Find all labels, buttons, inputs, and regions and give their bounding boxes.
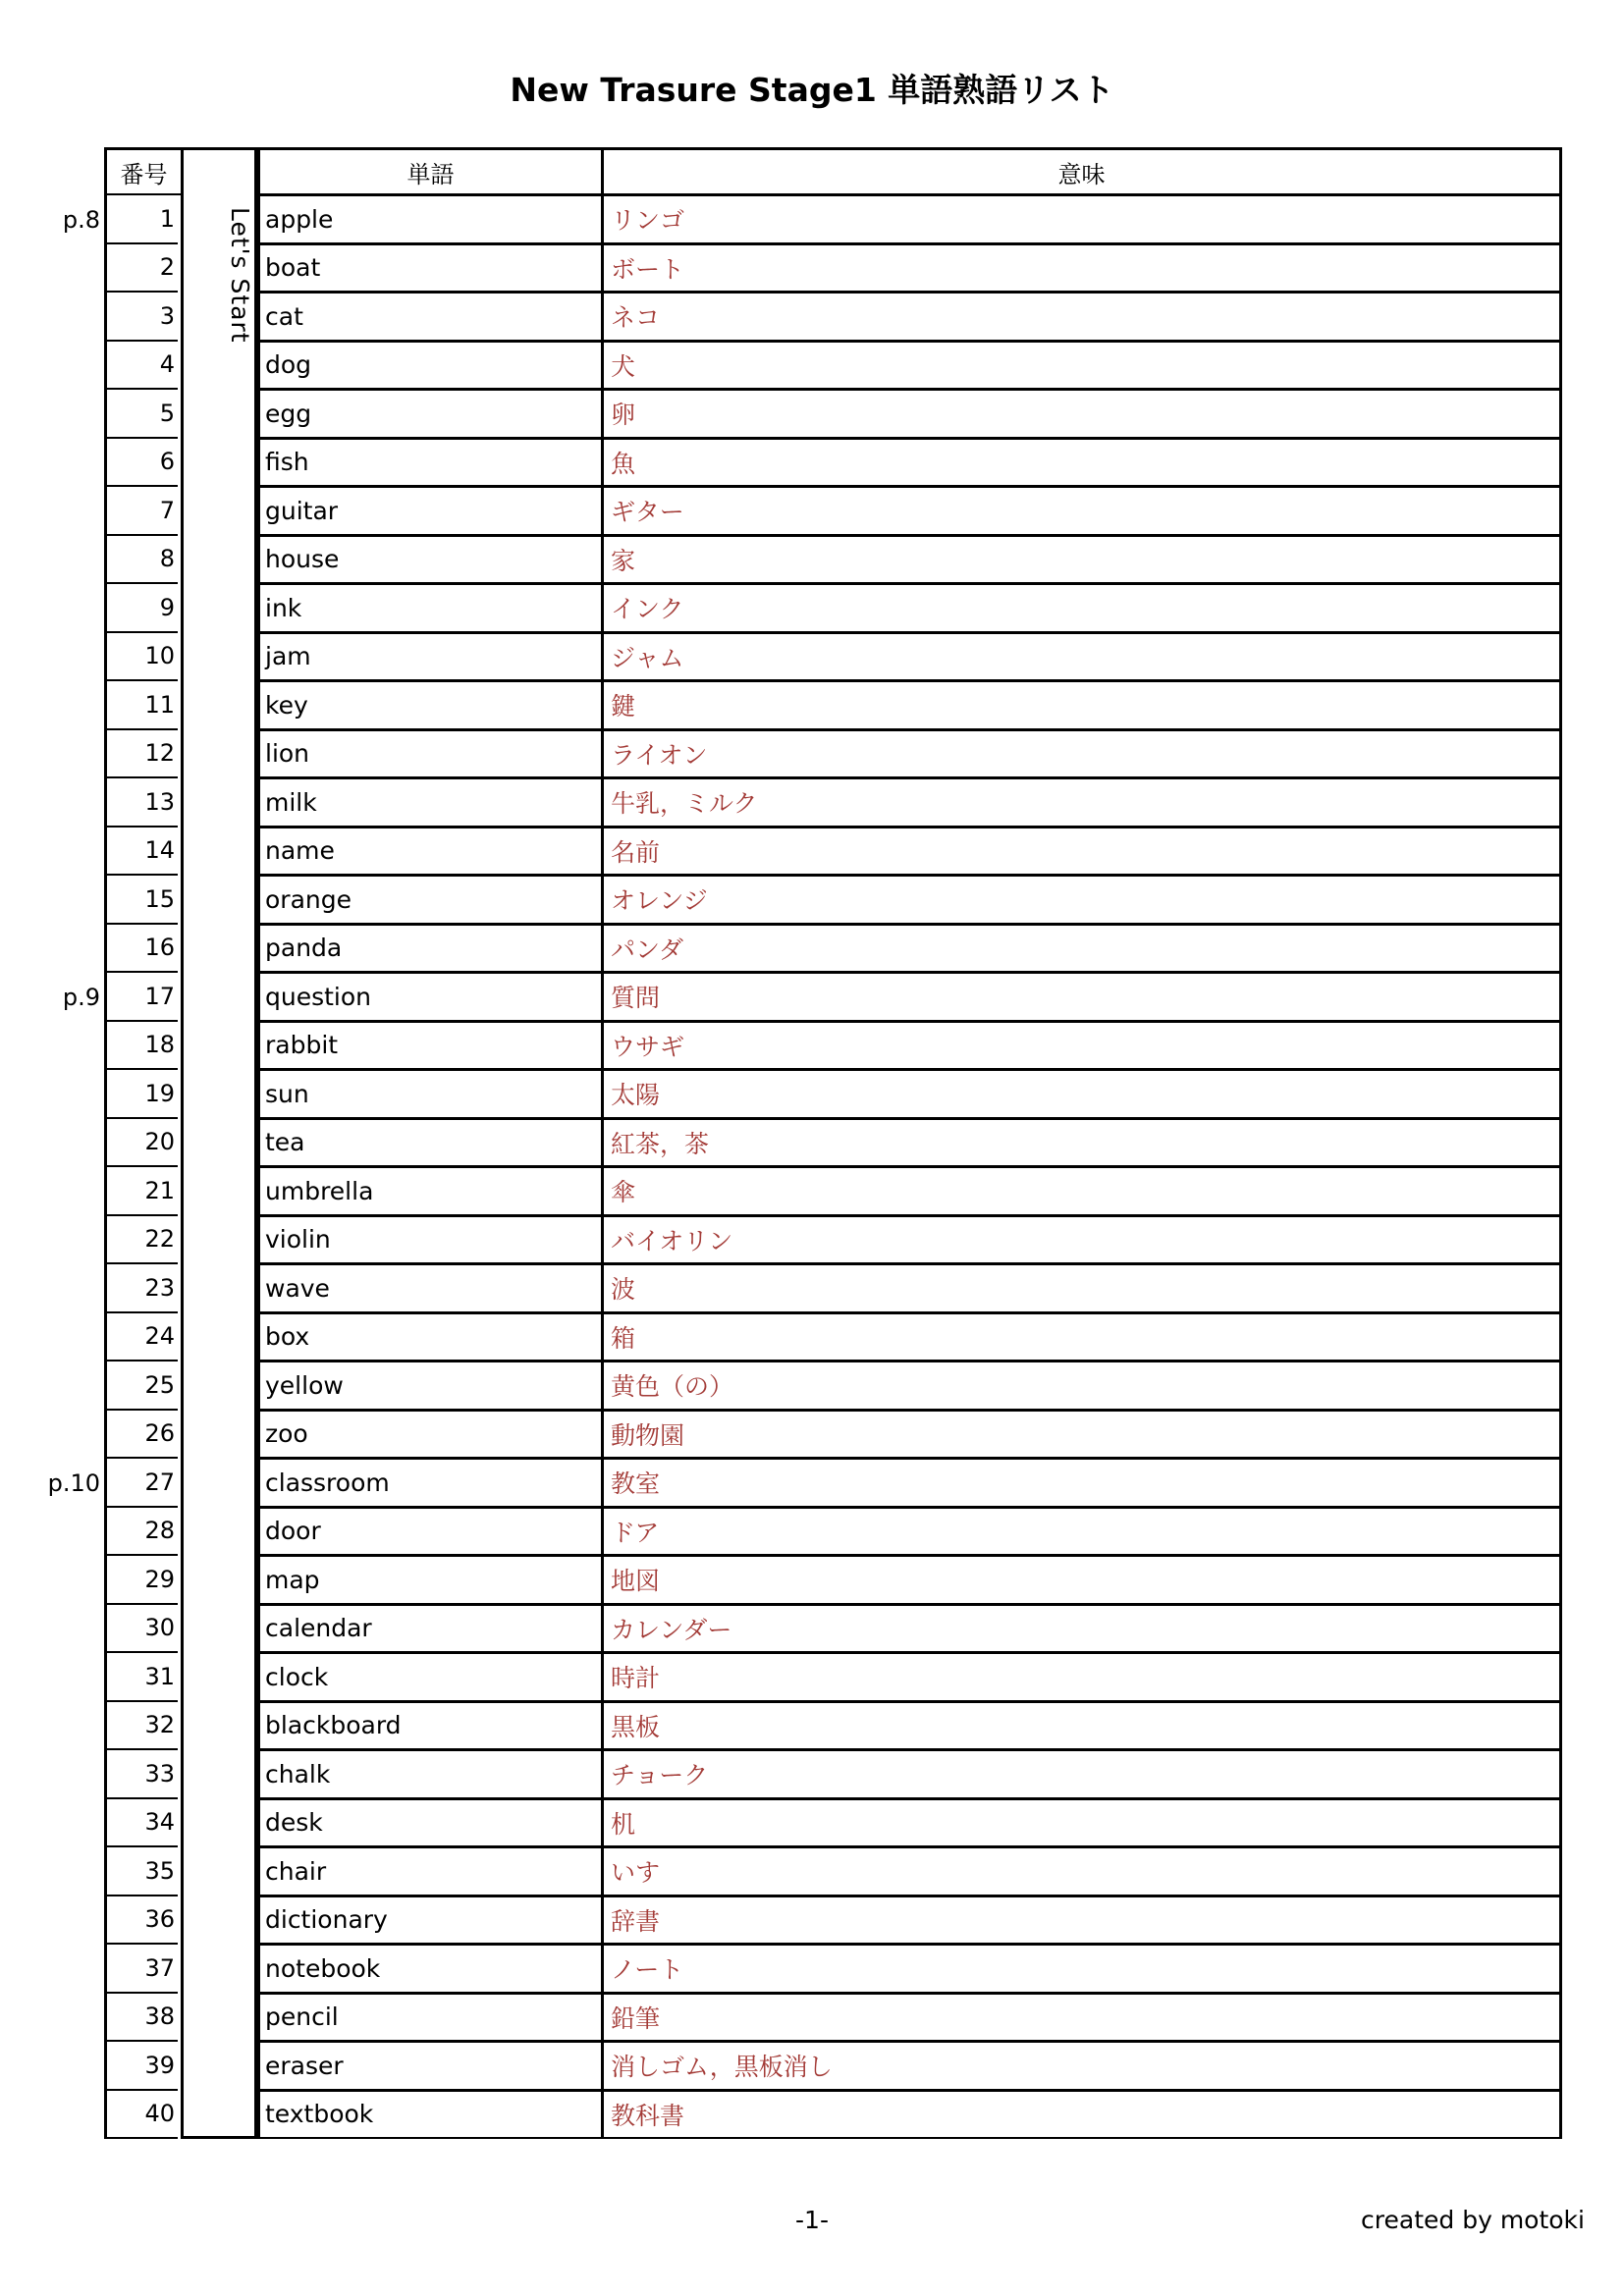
meaning-cell: 太陽 — [601, 1070, 1562, 1119]
meaning-cell: ウサギ — [601, 1022, 1562, 1071]
word-cell: chair — [257, 1847, 601, 1896]
page-reference — [45, 1653, 100, 1702]
table-row — [104, 1313, 1562, 1362]
table-row — [104, 633, 1562, 682]
meaning-cell: 魚 — [601, 439, 1562, 488]
row-number: 26 — [104, 1411, 178, 1460]
page-reference — [45, 1216, 100, 1265]
meaning-cell: 質問 — [601, 973, 1562, 1022]
table-row — [104, 828, 1562, 877]
header-meaning: 意味 — [601, 147, 1562, 195]
table-row — [104, 925, 1562, 974]
table-row — [104, 244, 1562, 294]
page-reference — [45, 1945, 100, 1994]
word-cell: dog — [257, 342, 601, 391]
page-reference — [45, 1119, 100, 1168]
page-reference — [45, 293, 100, 342]
table-row — [104, 584, 1562, 633]
word-cell: name — [257, 828, 601, 877]
page-reference — [45, 439, 100, 488]
page-reference — [45, 1313, 100, 1362]
page-reference — [45, 1799, 100, 1848]
word-cell: dictionary — [257, 1896, 601, 1946]
meaning-cell: ジャム — [601, 633, 1562, 682]
table-row — [104, 390, 1562, 439]
table-row — [104, 1070, 1562, 1119]
row-number: 4 — [104, 342, 178, 391]
meaning-cell: 教科書 — [601, 2091, 1562, 2140]
table-row — [62, 195, 1562, 244]
page-reference — [45, 1022, 100, 1071]
page-reference — [45, 1556, 100, 1605]
word-cell: question — [257, 973, 601, 1022]
meaning-cell: 家 — [601, 536, 1562, 585]
table-row — [104, 342, 1562, 391]
word-cell: key — [257, 681, 601, 730]
page-reference — [45, 1847, 100, 1896]
word-cell: map — [257, 1556, 601, 1605]
table-row — [104, 1750, 1562, 1799]
row-number: 12 — [104, 730, 178, 779]
word-cell: sun — [257, 1070, 601, 1119]
credit-text: created by motoki — [1361, 2206, 1585, 2234]
word-cell: apple — [257, 195, 601, 244]
meaning-cell: 動物園 — [601, 1411, 1562, 1460]
table-row — [104, 1264, 1562, 1313]
table-row — [104, 536, 1562, 585]
meaning-cell: ライオン — [601, 730, 1562, 779]
meaning-cell: 時計 — [601, 1653, 1562, 1702]
page-reference: p.8 — [62, 205, 100, 234]
row-number: 7 — [104, 487, 178, 536]
vocabulary-table — [47, 147, 1562, 2139]
meaning-cell: ノート — [601, 1945, 1562, 1994]
page-reference — [45, 244, 100, 294]
page-reference — [45, 1994, 100, 2043]
page-reference — [45, 1896, 100, 1946]
meaning-cell: カレンダー — [601, 1605, 1562, 1654]
header-word: 単語 — [257, 147, 604, 195]
row-number: 22 — [104, 1216, 178, 1265]
word-cell: desk — [257, 1799, 601, 1848]
page-reference — [45, 1508, 100, 1557]
word-cell: house — [257, 536, 601, 585]
meaning-cell: いす — [601, 1847, 1562, 1896]
table-row — [104, 681, 1562, 730]
page-reference — [45, 2042, 100, 2091]
meaning-cell: 消しゴム，黒板消し — [601, 2042, 1562, 2091]
table-row — [104, 730, 1562, 779]
page-reference — [45, 876, 100, 925]
row-number: 13 — [104, 778, 178, 828]
page-reference — [45, 1070, 100, 1119]
page-title: New Trasure Stage1 単語熟語リスト — [510, 71, 1114, 109]
row-number: 16 — [104, 925, 178, 974]
row-number: 25 — [104, 1362, 178, 1411]
row-number: 38 — [104, 1994, 178, 2043]
table-row — [104, 2042, 1562, 2091]
page-number: -1- — [795, 2206, 829, 2234]
page-reference — [45, 584, 100, 633]
table-row — [104, 1994, 1562, 2043]
page-reference — [45, 828, 100, 877]
table-row — [104, 1362, 1562, 1411]
table-row — [104, 2091, 1562, 2140]
meaning-cell: 波 — [601, 1264, 1562, 1313]
row-number: 28 — [104, 1508, 178, 1557]
meaning-cell: 名前 — [601, 828, 1562, 877]
row-number: 2 — [104, 244, 178, 294]
word-cell: chalk — [257, 1750, 601, 1799]
word-cell: classroom — [257, 1459, 601, 1508]
row-number: 19 — [104, 1070, 178, 1119]
table-row — [104, 1167, 1562, 1216]
table-row — [104, 778, 1562, 828]
meaning-cell: 紅茶，茶 — [601, 1119, 1562, 1168]
word-cell: fish — [257, 439, 601, 488]
table-row — [104, 1799, 1562, 1848]
page-reference: p.10 — [47, 1468, 100, 1497]
row-number: 8 — [104, 536, 178, 585]
meaning-cell: 鉛筆 — [601, 1994, 1562, 2043]
unit-label: Let's Start — [226, 207, 254, 344]
table-row — [104, 1216, 1562, 1265]
row-number: 29 — [104, 1556, 178, 1605]
meaning-cell: 箱 — [601, 1313, 1562, 1362]
meaning-cell: 黒板 — [601, 1702, 1562, 1751]
word-cell: wave — [257, 1264, 601, 1313]
word-cell: yellow — [257, 1362, 601, 1411]
word-cell: pencil — [257, 1994, 601, 2043]
word-cell: door — [257, 1508, 601, 1557]
row-number: 21 — [104, 1167, 178, 1216]
meaning-cell: チョーク — [601, 1750, 1562, 1799]
table-row — [104, 1119, 1562, 1168]
word-cell: lion — [257, 730, 601, 779]
row-number: 37 — [104, 1945, 178, 1994]
word-cell: eraser — [257, 2042, 601, 2091]
row-number: 24 — [104, 1313, 178, 1362]
word-cell: jam — [257, 633, 601, 682]
meaning-cell: 犬 — [601, 342, 1562, 391]
table-row — [104, 1945, 1562, 1994]
meaning-cell: 教室 — [601, 1459, 1562, 1508]
word-cell: panda — [257, 925, 601, 974]
meaning-cell: リンゴ — [601, 195, 1562, 244]
row-number: 1 — [104, 195, 178, 244]
row-number: 33 — [104, 1750, 178, 1799]
row-number: 14 — [104, 828, 178, 877]
meaning-cell: 卵 — [601, 390, 1562, 439]
row-number: 9 — [104, 584, 178, 633]
row-number: 3 — [104, 293, 178, 342]
table-row — [104, 1896, 1562, 1946]
word-cell: notebook — [257, 1945, 601, 1994]
table-row — [104, 876, 1562, 925]
word-cell: violin — [257, 1216, 601, 1265]
row-number: 34 — [104, 1799, 178, 1848]
page-reference — [45, 1362, 100, 1411]
table-row — [62, 973, 1562, 1022]
page-reference — [45, 1167, 100, 1216]
row-number: 17 — [104, 973, 178, 1022]
meaning-cell: 牛乳，ミルク — [601, 778, 1562, 828]
header-number: 番号 — [104, 147, 184, 195]
word-cell: cat — [257, 293, 601, 342]
table-row — [104, 1022, 1562, 1071]
page-reference — [45, 1750, 100, 1799]
meaning-cell: オレンジ — [601, 876, 1562, 925]
row-number: 27 — [104, 1459, 178, 1508]
row-number: 35 — [104, 1847, 178, 1896]
row-number: 11 — [104, 681, 178, 730]
page-reference — [45, 390, 100, 439]
word-cell: guitar — [257, 487, 601, 536]
meaning-cell: パンダ — [601, 925, 1562, 974]
table-row — [47, 1459, 1562, 1508]
word-cell: calendar — [257, 1605, 601, 1654]
word-cell: tea — [257, 1119, 601, 1168]
word-cell: boat — [257, 244, 601, 294]
table-row — [104, 1508, 1562, 1557]
meaning-cell: 机 — [601, 1799, 1562, 1848]
word-cell: milk — [257, 778, 601, 828]
table-row — [104, 1847, 1562, 1896]
table-row — [104, 1605, 1562, 1654]
word-cell: orange — [257, 876, 601, 925]
table-row — [104, 1702, 1562, 1751]
word-cell: rabbit — [257, 1022, 601, 1071]
page-reference: p.9 — [62, 983, 100, 1011]
meaning-cell: インク — [601, 584, 1562, 633]
word-cell: box — [257, 1313, 601, 1362]
table-row — [104, 439, 1562, 488]
page-reference — [45, 778, 100, 828]
word-cell: clock — [257, 1653, 601, 1702]
row-number: 39 — [104, 2042, 178, 2091]
row-number: 23 — [104, 1264, 178, 1313]
word-cell: textbook — [257, 2091, 601, 2140]
page-reference — [45, 681, 100, 730]
page-reference — [45, 925, 100, 974]
meaning-cell: 黄色（の） — [601, 1362, 1562, 1411]
meaning-cell: ネコ — [601, 293, 1562, 342]
page-reference — [45, 487, 100, 536]
row-number: 20 — [104, 1119, 178, 1168]
page-reference — [45, 1702, 100, 1751]
page-reference — [45, 730, 100, 779]
row-number: 31 — [104, 1653, 178, 1702]
row-number: 5 — [104, 390, 178, 439]
table-row — [104, 1653, 1562, 1702]
page-reference — [45, 633, 100, 682]
word-cell: blackboard — [257, 1702, 601, 1751]
table-row — [104, 1556, 1562, 1605]
word-cell: ink — [257, 584, 601, 633]
row-number: 36 — [104, 1896, 178, 1946]
page-reference — [45, 536, 100, 585]
page-reference — [45, 1605, 100, 1654]
meaning-cell: バイオリン — [601, 1216, 1562, 1265]
row-number: 30 — [104, 1605, 178, 1654]
word-cell: umbrella — [257, 1167, 601, 1216]
table-row — [104, 487, 1562, 536]
row-number: 6 — [104, 439, 178, 488]
meaning-cell: ドア — [601, 1508, 1562, 1557]
meaning-cell: 鍵 — [601, 681, 1562, 730]
table-row — [104, 293, 1562, 342]
page-reference — [45, 342, 100, 391]
meaning-cell: 辞書 — [601, 1896, 1562, 1946]
row-number: 32 — [104, 1702, 178, 1751]
row-number: 18 — [104, 1022, 178, 1071]
meaning-cell: ギター — [601, 487, 1562, 536]
meaning-cell: 傘 — [601, 1167, 1562, 1216]
table-row — [104, 1411, 1562, 1460]
page-reference — [45, 1411, 100, 1460]
page-reference — [45, 1264, 100, 1313]
row-number: 40 — [104, 2091, 178, 2140]
page-reference — [45, 2091, 100, 2140]
word-cell: egg — [257, 390, 601, 439]
meaning-cell: 地図 — [601, 1556, 1562, 1605]
word-cell: zoo — [257, 1411, 601, 1460]
row-number: 10 — [104, 633, 178, 682]
row-number: 15 — [104, 876, 178, 925]
meaning-cell: ボート — [601, 244, 1562, 294]
